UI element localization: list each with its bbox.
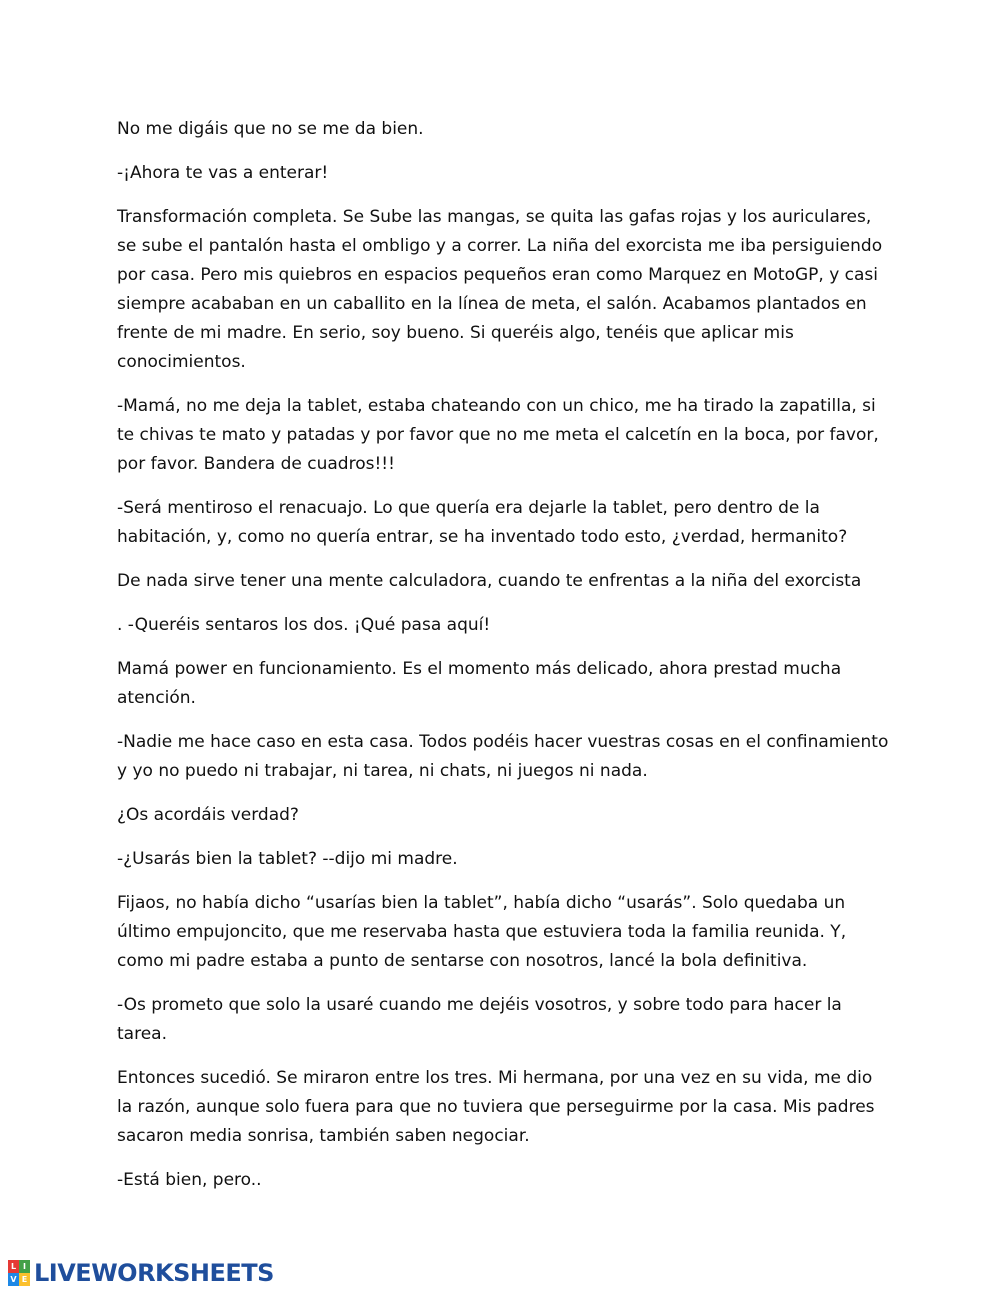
paragraph-8: Mamá power en funcionamiento. Es el momento más delicado, ahora prestad mucha atención. [117,659,842,708]
paragraph-11: -¿Usarás bien la tablet? --dijo mi madre. [117,849,458,869]
paragraph-15: -Está bien, pero.. [117,1170,262,1190]
live-letter-l: L [8,1260,19,1273]
paragraph-2: -¡Ahora te vas a enterar! [117,163,329,183]
brand-name: LIVEWORKSHEETS [34,1259,274,1287]
live-letter-i: I [19,1260,30,1273]
paragraph-4: -Mamá, no me deja la tablet, estaba chateando con un chico, me ha tirado la zapatilla, si te chivas te mato y patadas y por favor que no me meta el calcetín en la boca, por favor, por favor. Bandera de cuadros!!! [117,396,879,474]
paragraph-12: Fijaos, no había dicho “usarías bien la tablet”, había dicho “usarás”. Solo quedaba un último empujoncito, que me reservaba hasta que estuviera toda la familia reunida. Y, como mi padre estaba a punto de sentarse con nosotros, lancé la bola definitiva. [117,893,847,971]
paragraph-3: Transformación completa. Se Sube las mangas, se quita las gafas rojas y los auriculares, se sube el pantalón hasta el ombligo y a correr. La niña del exorcista me iba persiguiendo por casa. Pero mis quiebros en espacios pequeños eran como Marquez en MotoGP, y casi siempre acababan en un caballito en la línea de meta, el salón. Acabamos plantados en frente de mi madre. En serio, soy bueno. Si queréis algo, tenéis que aplicar mis conocimientos. [117,207,883,372]
live-letter-v: V [8,1273,19,1286]
paragraph-13: -Os prometo que solo la usaré cuando me dejéis vosotros, y sobre todo para hacer la tarea. [117,995,842,1044]
paragraph-14: Entonces sucedió. Se miraron entre los tres. Mi hermana, por una vez en su vida, me dio la razón, aunque solo fuera para que no tuviera que perseguirme por la casa. Mis padres sacaron media sonrisa, también saben negociar. [117,1068,875,1146]
paragraph-10: ¿Os acordáis verdad? [117,805,299,825]
story-text [117,115,892,1210]
paragraph-9: -Nadie me hace caso en esta casa. Todos podéis hacer vuestras cosas en el confinamiento y yo no puedo ni trabajar, ni tarea, ni chats, ni juegos ni nada. [117,732,889,781]
paragraph-1: No me digáis que no se me da bien. [117,119,424,139]
paragraph-6: De nada sirve tener una mente calculadora, cuando te enfrentas a la niña del exorcista [117,571,862,591]
live-logo-icon [8,1260,30,1286]
live-letter-e: E [19,1273,30,1286]
liveworksheets-logo [8,1259,274,1287]
paragraph-7: . -Queréis sentaros los dos. ¡Qué pasa aquí! [117,615,491,635]
paragraph-5: -Será mentiroso el renacuajo. Lo que quería era dejarle la tablet, pero dentro de la habitación, y, como no quería entrar, se ha inventado todo esto, ¿verdad, hermanito? [117,498,848,547]
